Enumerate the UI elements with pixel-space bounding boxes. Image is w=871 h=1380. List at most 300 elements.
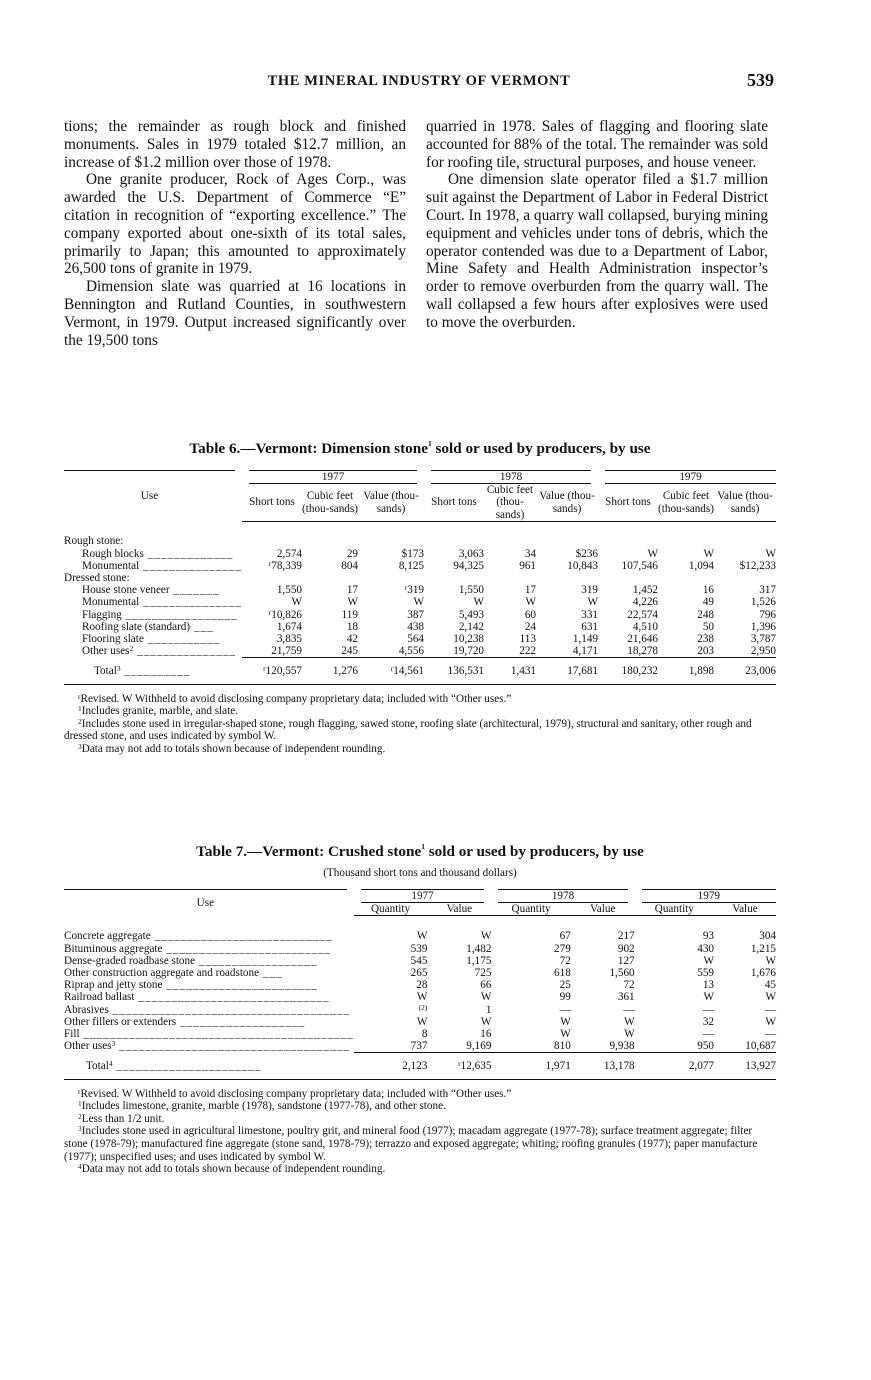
table-row bbox=[64, 955, 776, 967]
quantity-header: Quantity bbox=[635, 903, 714, 916]
cubic-feet-header: Cubic feet (thou-sands) bbox=[658, 484, 714, 522]
footnote-mark: 4 bbox=[78, 1162, 82, 1172]
year-header: 1978 bbox=[491, 890, 634, 903]
table-cell: 18 bbox=[346, 620, 358, 633]
table-cell: 559 bbox=[697, 967, 714, 980]
footnote-mark: 3 bbox=[78, 741, 82, 751]
footnote-mark: 3 bbox=[116, 664, 121, 674]
footnote: $^r$Revised. W Withheld to avoid disclosing company proprietary data; included with “Other uses.” bbox=[78, 691, 512, 705]
body-text bbox=[64, 118, 774, 408]
table-cell: 10,843 bbox=[567, 559, 598, 572]
table-cell: 67 bbox=[559, 930, 571, 943]
table-cell: 17 bbox=[346, 584, 358, 597]
table-cell: 1,674 bbox=[276, 620, 302, 633]
table-7 bbox=[64, 843, 776, 1176]
short-tons-header: Short tons bbox=[242, 484, 302, 522]
footnote-mark: 1 bbox=[78, 704, 82, 714]
table-cell: 19,720 bbox=[453, 645, 484, 658]
table-cell: 1,149 bbox=[572, 632, 598, 645]
table-cell: 2,142 bbox=[458, 620, 484, 633]
table-cell: 1,482 bbox=[466, 942, 492, 955]
paragraph: tions; the remainder as rough block and finished monuments. Sales in 1979 totaled $12.7 million, an increase of $1.2 million over those of 1978. bbox=[64, 118, 406, 171]
value-header: Value bbox=[571, 903, 635, 916]
table-cell: 93 bbox=[702, 930, 714, 943]
paragraph: quarried in 1978. Sales of flagging and flooring slate accounted for 88% of the total. The remainder was sold for roofing tile, structural purposes, and house veneer. bbox=[426, 118, 768, 171]
table-cell: 902 bbox=[617, 942, 635, 955]
total-cell: 180,232 bbox=[598, 658, 658, 684]
row-heading: Rough stone: bbox=[64, 535, 124, 548]
table-7-title-text: Table 7.—Vermont: Crushed stone bbox=[196, 843, 422, 860]
total-cell: 1,431 bbox=[484, 658, 536, 684]
left-column bbox=[64, 118, 406, 349]
table-cell: 1,676 bbox=[750, 967, 776, 980]
table-row bbox=[64, 521, 776, 547]
footnote: $^r$Revised. W Withheld to avoid disclosing company proprietary data; included with “Other uses.” bbox=[78, 1086, 512, 1100]
cubic-feet-header: Cubic feet (thou-sands) bbox=[484, 484, 536, 522]
table-cell: 29 bbox=[346, 547, 358, 560]
table-cell: 810 bbox=[554, 1040, 571, 1053]
row-label: Total$^4$ ______________________ bbox=[64, 1053, 354, 1079]
year-header: 1979 bbox=[598, 471, 776, 484]
table-cell: 10,687 bbox=[745, 1040, 776, 1053]
table-cell: 631 bbox=[581, 620, 598, 633]
row-label: Monumental _______________ bbox=[82, 596, 242, 609]
table-cell: 94,325 bbox=[453, 559, 484, 572]
year-header: 1979 bbox=[635, 890, 776, 903]
table-cell: 3,787 bbox=[750, 632, 776, 645]
footnote-mark: 2 bbox=[129, 645, 134, 654]
total-row bbox=[64, 1053, 776, 1079]
leader-dots: ___ bbox=[190, 620, 214, 633]
table-cell: 9,938 bbox=[609, 1040, 635, 1053]
revised-mark: r bbox=[263, 664, 266, 674]
row-label: Other uses$^2$ _______________ bbox=[82, 645, 236, 658]
footnote: $^3$Includes stone used in agricultural limestone, poultry grit, and mineral food (1977); macadam aggregate (1977-78); surface treatment aggregate; filter stone (1978-79); manufactured fine aggregate (stone sand, 1978-79); terrazzo and exposed aggregate; whiting; roofing granules (1977); paper manufacture (1977); unspecified uses; and uses indicated by symbol W. bbox=[64, 1124, 758, 1163]
table-row bbox=[64, 967, 776, 979]
table-6-grid bbox=[64, 470, 776, 685]
table-cell: 99 bbox=[559, 991, 571, 1004]
table-cell: W bbox=[647, 547, 658, 560]
total-cell: 2,077 bbox=[635, 1053, 714, 1079]
table-row bbox=[64, 609, 776, 621]
table-cell: 13 bbox=[702, 979, 714, 992]
empty-cell bbox=[358, 521, 424, 547]
table-cell: — bbox=[764, 1028, 776, 1041]
table-cell: 1,215 bbox=[750, 942, 776, 955]
footnote: $^1$Includes granite, marble, and slate. bbox=[78, 704, 239, 718]
table-cell: 21,759 bbox=[271, 645, 302, 658]
short-tons-header: Short tons bbox=[598, 484, 658, 522]
footnote-mark: r bbox=[78, 1086, 81, 1096]
table-cell: 304 bbox=[759, 930, 776, 943]
table-cell: 238 bbox=[697, 632, 714, 645]
total-cell: 13,178 bbox=[571, 1053, 635, 1079]
footnote-mark: 2 bbox=[78, 1111, 82, 1121]
table-cell: $^r$78,339 bbox=[268, 558, 302, 572]
footnote: $^2$Less than 1/2 unit. bbox=[78, 1111, 165, 1125]
table-cell: W bbox=[560, 1028, 571, 1041]
table-cell: 950 bbox=[697, 1040, 714, 1053]
row-label: Riprap and jetty stone _______________________ bbox=[64, 979, 318, 992]
table-cell: $173 bbox=[401, 547, 424, 560]
leader-dots: _______________________ bbox=[162, 979, 318, 992]
empty-cell bbox=[536, 521, 598, 547]
table-cell: 119 bbox=[341, 608, 358, 621]
empty-cell bbox=[302, 521, 358, 547]
table-cell: $12,233 bbox=[739, 559, 776, 572]
table-cell: 10,238 bbox=[453, 632, 484, 645]
table-cell: W bbox=[703, 991, 714, 1004]
row-label: Fill _________________________________________ bbox=[64, 1028, 354, 1041]
table-cell: W bbox=[480, 930, 492, 943]
row-label: Bituminous aggregate _________________________ bbox=[64, 942, 332, 955]
table-cell: 1,175 bbox=[466, 954, 492, 967]
footnote-mark: 1 bbox=[78, 1099, 82, 1109]
table-cell: 961 bbox=[519, 559, 536, 572]
row-label: Abrasives ____________________________________ bbox=[64, 1003, 350, 1016]
table-cell: W bbox=[587, 596, 598, 609]
table-cell: 4,510 bbox=[632, 620, 658, 633]
row-label: House stone veneer _______ bbox=[82, 584, 220, 597]
table-cell: 2,574 bbox=[276, 547, 302, 560]
table-7-footnotes bbox=[64, 1088, 776, 1176]
table-cell: 545 bbox=[410, 954, 428, 967]
table-cell: W bbox=[765, 991, 776, 1004]
table-cell: 66 bbox=[480, 979, 492, 992]
leader-dots: ___________________________ bbox=[150, 930, 333, 943]
table-cell: 203 bbox=[697, 645, 714, 658]
paragraph: Dimension slate was quarried at 16 locations in Bennington and Rutland Counties, in southwestern Vermont, in 1979. Output increased significantly over the 19,500 tons bbox=[64, 278, 406, 349]
leader-dots: ___________ bbox=[143, 632, 221, 645]
table-6-title-footnote-mark: 1 bbox=[427, 439, 432, 448]
revised-mark: r bbox=[404, 583, 408, 593]
leader-dots: _______________ bbox=[139, 559, 242, 572]
table-row bbox=[64, 584, 776, 596]
table-cell: 430 bbox=[697, 942, 714, 955]
table-cell: — bbox=[764, 1003, 776, 1016]
leader-dots: ___________________ bbox=[176, 1015, 306, 1028]
footnote: $^3$Data may not add to totals shown because of independent rounding. bbox=[78, 741, 386, 755]
table-cell: W bbox=[480, 991, 492, 1004]
table-cell: 72 bbox=[559, 954, 571, 967]
table-6-title-text-rest: sold or used by producers, by use bbox=[431, 440, 651, 457]
table-cell: W bbox=[765, 954, 776, 967]
running-title: THE MINERAL INDUSTRY OF VERMONT bbox=[267, 73, 571, 89]
table-cell: 1,452 bbox=[632, 584, 658, 597]
table-cell: 804 bbox=[341, 559, 358, 572]
running-head bbox=[64, 70, 774, 92]
total-cell: 1,276 bbox=[302, 658, 358, 684]
table-cell: 361 bbox=[617, 991, 635, 1004]
table-cell: 50 bbox=[702, 620, 714, 633]
table-7-subtitle: (Thousand short tons and thousand dollars) bbox=[323, 867, 517, 879]
total-row bbox=[64, 658, 776, 684]
row-label: Monumental _______________ bbox=[82, 559, 242, 572]
use-column-header: Use bbox=[64, 471, 242, 522]
table-cell: 387 bbox=[407, 608, 424, 621]
table-cell: 113 bbox=[519, 632, 536, 645]
row-label: Other construction aggregate and roadstone ___ bbox=[64, 967, 283, 980]
revised-mark: r bbox=[268, 558, 272, 568]
table-cell: W bbox=[416, 1015, 428, 1028]
footnote: $^4$Data may not add to totals shown because of independent rounding. bbox=[78, 1162, 386, 1176]
table-cell: 24 bbox=[524, 620, 536, 633]
table-cell: 8,125 bbox=[398, 559, 424, 572]
table-cell: 21,646 bbox=[627, 632, 658, 645]
table-7-grid bbox=[64, 889, 776, 1080]
table-cell: 127 bbox=[617, 954, 635, 967]
table-cell: W bbox=[624, 1015, 635, 1028]
table-row bbox=[64, 1040, 776, 1053]
row-label: Roofing slate (standard) ___ bbox=[82, 620, 214, 633]
year-header: 1977 bbox=[242, 471, 424, 484]
leader-dots: _________________ bbox=[121, 608, 238, 621]
table-cell: W bbox=[624, 1028, 635, 1041]
value-header: Value bbox=[714, 903, 776, 916]
empty-cell bbox=[424, 521, 484, 547]
table-cell: 438 bbox=[407, 620, 424, 633]
table-cell: W bbox=[413, 596, 424, 609]
table-cell: 1,560 bbox=[609, 967, 635, 980]
total-cell: 23,006 bbox=[714, 658, 776, 684]
table-cell: 217 bbox=[617, 930, 635, 943]
empty-cell bbox=[484, 521, 536, 547]
table-7-title bbox=[64, 843, 776, 861]
value-header: Value (thou-sands) bbox=[536, 484, 598, 522]
leader-dots: ___________________________________ bbox=[115, 1040, 350, 1053]
table-row bbox=[64, 916, 776, 943]
value-header: Value (thou-sands) bbox=[358, 484, 424, 522]
row-label: Total$^3$ __________ bbox=[64, 658, 242, 684]
value-header: Value bbox=[427, 903, 491, 916]
table-cell: W bbox=[416, 930, 428, 943]
table-cell: W bbox=[416, 991, 428, 1004]
row-label: Rough blocks _____________ bbox=[82, 547, 234, 560]
table-cell bbox=[354, 1004, 428, 1016]
table-cell: W bbox=[291, 596, 302, 609]
table-cell: 4,171 bbox=[572, 645, 598, 658]
quantity-header: Quantity bbox=[354, 903, 428, 916]
leader-dots: _____________________________ bbox=[134, 991, 330, 1004]
table-cell: W bbox=[703, 954, 714, 967]
row-label: Dense-graded roadbase stone __________________ bbox=[64, 954, 318, 967]
total-cell: $^r$120,557 bbox=[242, 658, 302, 684]
total-cell: $^r$14,561 bbox=[358, 658, 424, 684]
table-cell: 279 bbox=[554, 942, 571, 955]
table-row bbox=[64, 548, 776, 560]
table-6 bbox=[64, 440, 776, 756]
empty-cell bbox=[658, 572, 714, 584]
footnote-mark: 3 bbox=[111, 1040, 116, 1049]
row-label: Flagging _________________ bbox=[82, 608, 238, 621]
table-6-footnotes bbox=[64, 693, 776, 756]
empty-cell bbox=[598, 521, 658, 547]
table-cell: 2,950 bbox=[750, 645, 776, 658]
table-cell: 49 bbox=[702, 596, 714, 609]
table-cell: 107,546 bbox=[621, 559, 658, 572]
table-cell: W bbox=[765, 1015, 776, 1028]
empty-cell bbox=[484, 572, 536, 584]
table-cell: W bbox=[480, 1015, 492, 1028]
total-cell: $^r$12,635 bbox=[427, 1053, 491, 1079]
empty-cell bbox=[242, 521, 302, 547]
table-row bbox=[64, 645, 776, 658]
table-cell: $236 bbox=[575, 547, 598, 560]
use-column-header: Use bbox=[64, 890, 354, 916]
empty-cell bbox=[714, 572, 776, 584]
table-cell: 4,556 bbox=[398, 645, 424, 658]
table-cell: $^r$319 bbox=[404, 583, 424, 597]
leader-dots: _______ bbox=[169, 584, 220, 597]
table-cell: — bbox=[702, 1003, 714, 1016]
leader-dots: __________ bbox=[120, 665, 191, 678]
table-cell: 3,835 bbox=[276, 632, 302, 645]
total-cell: 136,531 bbox=[424, 658, 484, 684]
empty-cell bbox=[302, 572, 358, 584]
table-row bbox=[64, 560, 776, 572]
paragraph: One granite producer, Rock of Ages Corp., was awarded the U.S. Department of Commerce “E” citation in recognition of “exporting excellence.” The company exported about one-sixth of its total sales, primarily to Japan; this amounted to approximately 26,500 tons of granite in 1979. bbox=[64, 171, 406, 278]
table-cell: 1,550 bbox=[276, 584, 302, 597]
table-cell: 16 bbox=[480, 1028, 492, 1041]
table-cell: 245 bbox=[341, 645, 358, 658]
table-row bbox=[64, 572, 776, 584]
table-row bbox=[64, 1028, 776, 1040]
table-row bbox=[64, 1016, 776, 1028]
table-cell: 1,550 bbox=[458, 584, 484, 597]
paragraph: One dimension slate operator filed a $1.7 million suit against the Department of Labor in Federal District Court. In 1978, a quarry wall collapsed, burying mining equipment and vehicles under tons of debris, which the operator contended was due to a Department of Labor, Mine Safety and Health Administration inspector’s order to remove overburden from the quarry wall. The wall collapsed a few hours after explosives were used to move the overburden. bbox=[426, 171, 768, 331]
footnote-mark: (2) bbox=[418, 1002, 428, 1012]
table-cell: W bbox=[703, 547, 714, 560]
table-7-title-text-rest: sold or used by producers, by use bbox=[424, 843, 644, 860]
table-cell: 5,493 bbox=[458, 608, 484, 621]
empty-cell bbox=[536, 572, 598, 584]
leader-dots: _________________________________________ bbox=[79, 1028, 354, 1041]
table-cell: 45 bbox=[764, 979, 776, 992]
leader-dots: ___ bbox=[259, 967, 283, 980]
empty-cell bbox=[358, 572, 424, 584]
footnote-mark: 2 bbox=[78, 716, 82, 726]
table-7-title-footnote-mark: 1 bbox=[421, 842, 425, 851]
table-cell: 72 bbox=[623, 979, 635, 992]
table-cell: 4,226 bbox=[632, 596, 658, 609]
table-cell: 618 bbox=[554, 967, 571, 980]
right-column bbox=[426, 118, 768, 332]
leader-dots: ______________________ bbox=[112, 1060, 262, 1073]
empty-cell bbox=[714, 521, 776, 547]
leader-dots: _______________ bbox=[139, 596, 242, 609]
table-cell: 317 bbox=[759, 584, 776, 597]
quantity-header: Quantity bbox=[491, 903, 570, 916]
leader-dots: __________________ bbox=[195, 954, 318, 967]
table-cell: $^r$10,826 bbox=[268, 607, 302, 621]
table-cell: 564 bbox=[407, 632, 424, 645]
table-cell: 319 bbox=[581, 584, 598, 597]
empty-cell bbox=[658, 521, 714, 547]
footnote-mark: 4 bbox=[108, 1059, 113, 1069]
table-row bbox=[64, 943, 776, 955]
table-cell: 737 bbox=[410, 1040, 428, 1053]
leader-dots: _______________ bbox=[133, 645, 236, 658]
footnote: $^2$Includes stone used in irregular-shaped stone, rough flagging, sawed stone, roofing slate (architectural, 1979), structural and sanitary, other rough and dressed stone, and uses indicated by symbol W. bbox=[64, 716, 752, 743]
table-row bbox=[64, 979, 776, 991]
table-cell: — bbox=[702, 1028, 714, 1041]
table-cell: 22,574 bbox=[627, 608, 658, 621]
revised-mark: r bbox=[458, 1059, 461, 1069]
row-heading: Dressed stone: bbox=[64, 571, 130, 584]
table-cell: 265 bbox=[410, 967, 428, 980]
table-cell: 42 bbox=[346, 632, 358, 645]
row-label: Railroad ballast _____________________________ bbox=[64, 991, 330, 1004]
table-cell: 34 bbox=[524, 547, 536, 560]
table-cell: 28 bbox=[416, 979, 428, 992]
leader-dots: ____________________________________ bbox=[108, 1003, 350, 1016]
table-cell: 9,169 bbox=[466, 1040, 492, 1053]
revised-mark: r bbox=[268, 607, 272, 617]
row-label: Flooring slate ___________ bbox=[82, 632, 221, 645]
total-cell: 2,123 bbox=[354, 1053, 428, 1079]
table-cell: 1,396 bbox=[750, 620, 776, 633]
table-cell: W bbox=[765, 547, 776, 560]
table-cell: 331 bbox=[581, 608, 598, 621]
table-cell: — bbox=[623, 1003, 635, 1016]
footnote-mark: 3 bbox=[78, 1124, 82, 1134]
value-header: Value (thou-sands) bbox=[714, 484, 776, 522]
total-cell: 1,971 bbox=[491, 1053, 570, 1079]
leader-dots: _________________________ bbox=[162, 942, 332, 955]
empty-cell bbox=[242, 572, 302, 584]
table-cell: 8 bbox=[421, 1028, 428, 1041]
table-cell: 539 bbox=[410, 942, 428, 955]
table-row bbox=[64, 633, 776, 645]
total-cell: 13,927 bbox=[714, 1053, 776, 1079]
footnote: $^1$Includes limestone, granite, marble (1978), sandstone (1977-78), and other stone. bbox=[78, 1099, 446, 1113]
table-cell: 18,278 bbox=[627, 645, 658, 658]
table-cell: 248 bbox=[697, 608, 714, 621]
table-cell: 222 bbox=[519, 645, 536, 658]
table-cell: W bbox=[560, 1015, 571, 1028]
table-cell: 3,063 bbox=[458, 547, 484, 560]
table-6-title bbox=[64, 440, 776, 458]
table-cell: 796 bbox=[759, 608, 776, 621]
row-label: Concrete aggregate ___________________________ bbox=[64, 930, 333, 943]
short-tons-header: Short tons bbox=[424, 484, 484, 522]
table-row bbox=[64, 596, 776, 608]
year-header: 1977 bbox=[354, 890, 492, 903]
table-cell: 60 bbox=[524, 608, 536, 621]
empty-cell bbox=[424, 572, 484, 584]
table-6-title-text: Table 6.—Vermont: Dimension stone bbox=[189, 440, 428, 457]
table-cell: 1,094 bbox=[688, 559, 714, 572]
table-cell: W bbox=[473, 596, 484, 609]
table-row bbox=[64, 1004, 776, 1016]
table-cell: 25 bbox=[559, 979, 571, 992]
cubic-feet-header: Cubic feet (thou-sands) bbox=[302, 484, 358, 522]
revised-mark: r bbox=[390, 664, 394, 674]
table-cell: W bbox=[525, 596, 536, 609]
table-row bbox=[64, 621, 776, 633]
table-cell: 1,526 bbox=[750, 596, 776, 609]
total-cell: 17,681 bbox=[536, 658, 598, 684]
table-cell: 17 bbox=[524, 584, 536, 597]
table-cell: 1 bbox=[485, 1003, 492, 1016]
table-cell: 16 bbox=[702, 584, 714, 597]
table-cell: 32 bbox=[702, 1015, 714, 1028]
row-label: Other uses$^3$ ___________________________________ bbox=[64, 1040, 350, 1053]
page-number: 539 bbox=[747, 70, 774, 90]
row-label: Other fillers or extenders ___________________ bbox=[64, 1015, 306, 1028]
leader-dots: _____________ bbox=[143, 547, 234, 560]
year-header: 1978 bbox=[424, 471, 598, 484]
